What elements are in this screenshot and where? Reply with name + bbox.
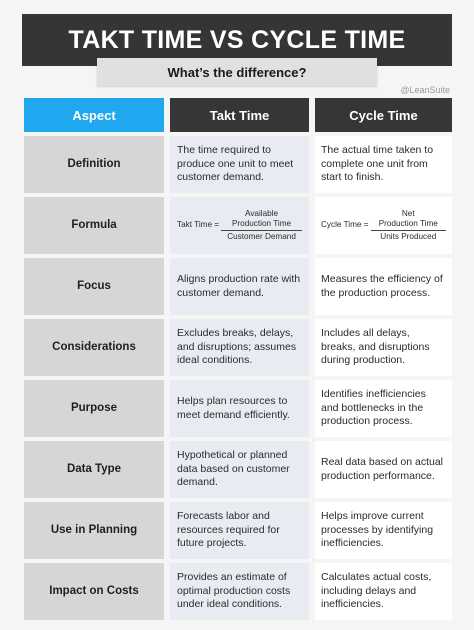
takt-formula-fraction [221,209,302,243]
takt-considerations: Excludes breaks, delays, and disruptions; assumes ideal conditions. [170,319,309,376]
cycle-formula-lhs: Cycle Time = [321,220,369,230]
cycle-purpose: Identifies inefficiencies and bottlenecks in the production process. [315,380,452,437]
takt-formula-expression [177,209,302,243]
header-aspect: Aspect [24,98,164,132]
row-aspect-impact-on-costs: Impact on Costs [24,563,164,620]
cycle-formula [315,197,452,254]
cycle-focus: Measures the efficiency of the production process. [315,258,452,315]
takt-use-in-planning: Forecasts labor and resources required for future projects. [170,502,309,559]
cycle-formula-denominator: Units Produced [380,232,437,242]
page-subtitle: What’s the difference? [97,58,377,86]
cycle-considerations: Includes all delays, breaks, and disruptions during production. [315,319,452,376]
cycle-formula-expression [321,209,446,243]
takt-focus: Aligns production rate with customer demand. [170,258,309,315]
header-cycle-time: Cycle Time [315,98,452,132]
row-aspect-definition: Definition [24,136,164,193]
row-aspect-focus: Focus [24,258,164,315]
takt-numerator-line2: Production Time [231,218,292,228]
cycle-data-type: Real data based on actual production performance. [315,441,452,498]
cycle-formula-fraction [371,209,446,243]
cycle-numerator-line1: Net [401,208,415,218]
brand-watermark: @LeanSuite [400,85,450,95]
row-aspect-use-in-planning: Use in Planning [24,502,164,559]
takt-formula-numerator [232,209,291,231]
takt-data-type: Hypothetical or planned data based on customer demand. [170,441,309,498]
cycle-numerator-line2: Production Time [378,218,438,228]
takt-formula-lhs: Takt Time = [177,220,220,230]
header-takt-time: Takt Time [170,98,309,132]
cycle-impact-on-costs: Calculates actual costs, including delays and inefficiencies. [315,563,452,620]
takt-purpose: Helps plan resources to meet demand efficiently. [170,380,309,437]
takt-definition: The time required to produce one unit to meet customer demand. [170,136,309,193]
row-aspect-purpose: Purpose [24,380,164,437]
row-aspect-formula: Formula [24,197,164,254]
takt-formula [170,197,309,254]
takt-numerator-line1: Available [245,208,279,218]
comparison-table [24,98,452,620]
cycle-definition: The actual time taken to complete one unit from start to finish. [315,136,452,193]
takt-impact-on-costs: Provides an estimate of optimal production costs under ideal conditions. [170,563,309,620]
row-aspect-considerations: Considerations [24,319,164,376]
takt-formula-denominator: Customer Demand [227,232,296,242]
cycle-formula-numerator [379,209,438,231]
cycle-use-in-planning: Helps improve current processes by identifying inefficiencies. [315,502,452,559]
row-aspect-data-type: Data Type [24,441,164,498]
page-title: TAKT TIME VS CYCLE TIME [22,14,452,66]
